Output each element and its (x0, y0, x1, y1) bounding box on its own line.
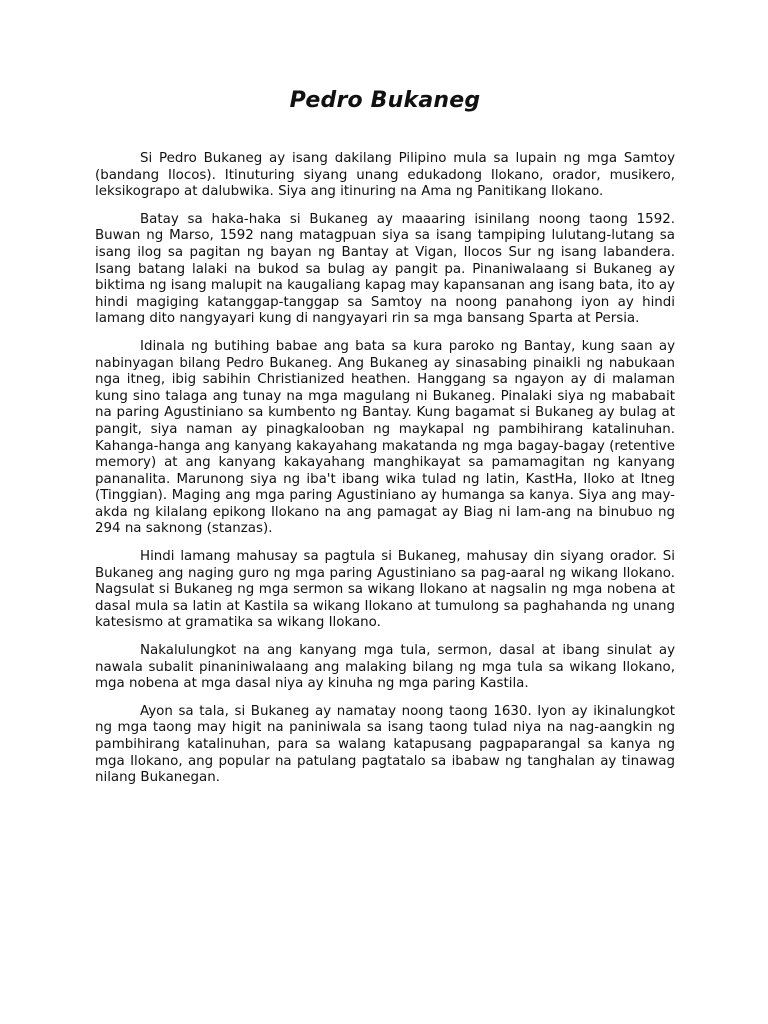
paragraph-2: Batay sa haka-haka si Bukaneg ay maaaring isinilang noong taong 1592. Buwan ng Marso, 1592 nang matagpuan siya sa isang tampiping lulutang-lutang sa isang ilog sa pagitan ng bayan ng Bantay at Vigan, Ilocos Sur ng isang labandera. Isang batang lalaki na bukod sa bulag ay pangit pa. Pinaniwalaang si Bukaneg ay biktima ng isang malupit na kaugaliang kapag may kapansanan ang isang bata, ito ay hindi magiging katanggap-tanggap sa Samtoy na noong panahong iyon ay hindi lamang dito nangyayari kung di nangyayari rin sa mga bansang Sparta at Persia. (95, 211, 675, 327)
paragraph-3: Idinala ng butihing babae ang bata sa kura paroko ng Bantay, kung saan ay nabinyagan bilang Pedro Bukaneg. Ang Bukaneg ay sinasabing pinaikli ng nabukaan nga itneg, ibig sabihin Christianized heathen. Hanggang sa ngayon ay di malaman kung sino talaga ang tunay na mga magulang ni Bukaneg. Pinalaki siya ng mababait na paring Agustiniano sa kumbento ng Bantay. Kung bagamat si Bukaneg ay bulag at pangit, siya naman ay pinagkalooban ng maykapal ng pambihirang katalinuhan. Kahanga-hanga ang kanyang kakayahang makatanda ng mga bagay-bagay (retentive memory) at ang kanyang kakayahang manghikayat sa pamamagitan ng kanyang pananalita. Marunong siya ng iba't ibang wika tulad ng latin, KastHa, Iloko at Itneg (Tinggian). Maging ang mga paring Agustiniano ay humanga sa kanya. Siya ang may-akda ng kilalang epikong Ilokano na ang pamagat ay Biag ni Iam-ang na binubuo ng 294 na saknong (stanzas). (95, 338, 675, 537)
paragraph-4: Hindi lamang mahusay sa pagtula si Bukaneg, mahusay din siyang orador. Si Bukaneg ang naging guro ng mga paring Agustiniano sa pag-aaral ng wikang Ilokano. Nagsulat si Bukaneg ng mga sermon sa wikang Ilokano at nagsalin ng mga nobena at dasal mula sa latin at Kastila sa wikang Ilokano at tumulong sa paghahanda ng unang katesismo at gramatika sa wikang Ilokano. (95, 549, 675, 631)
paragraph-6: Ayon sa tala, si Bukaneg ay namatay noong taong 1630. Iyon ay ikinalungkot ng mga taong may higit na paniniwala sa isang taong tulad niya na nag-aangkin ng pambihirang katalinuhan, para sa walang katapusang pagpaparangal sa kanya ng mga Ilokano, ang popular na patulang pagtatalo sa ibabaw ng tanghalan ay tinawag nilang Bukanegan. (95, 703, 675, 786)
paragraph-5: Nakalulungkot na ang kanyang mga tula, sermon, dasal at ibang sinulat ay nawala subalit pinaniniwalaang ang malaking bilang ng mga tula sa wikang Ilokano, mga nobena at mga dasal niya ay kinuha ng mga paring Kastila. (95, 643, 675, 692)
document-page (95, 88, 675, 798)
document-title: Pedro Bukaneg (289, 88, 481, 113)
paragraph-1: Si Pedro Bukaneg ay isang dakilang Pilipino mula sa lupain ng mga Samtoy (bandang Ilocos). Itinuturing siyang unang edukadong Ilokano, orador, musikero, leksikograpo at dalubwika. Siya ang itinuring na Ama ng Panitikang Ilokano. (95, 151, 675, 200)
